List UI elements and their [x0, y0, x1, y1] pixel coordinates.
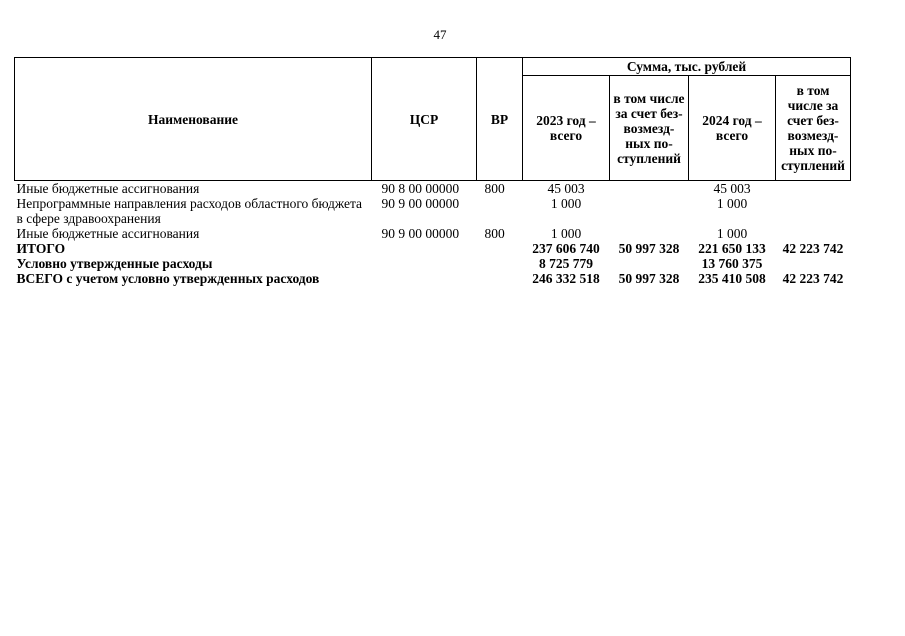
cell-2023-total: 1 000 [550, 196, 582, 211]
cell-2023-gratuitous [610, 196, 689, 226]
header-2023-gratuitous: в том числе за счет без-возмезд-ных по-ступлений [610, 76, 689, 181]
cell-vr [477, 196, 523, 226]
cell-2024-gratuitous: 42 223 742 [782, 271, 844, 286]
table-row [15, 226, 851, 241]
cell-vr: 800 [484, 226, 505, 241]
cell-name: ИТОГО [16, 241, 66, 256]
cell-2024-total: 1 000 [716, 226, 748, 241]
cell-vr [477, 271, 523, 286]
cell-vr: 800 [484, 181, 505, 196]
table-row [15, 196, 851, 226]
cell-2024-gratuitous [776, 181, 851, 197]
cell-2024-gratuitous [776, 226, 851, 241]
table-row [15, 181, 851, 197]
cell-csr: 90 9 00 00000 [381, 196, 460, 211]
page-number: 47 [433, 27, 447, 42]
cell-2023-total: 237 606 740 [532, 241, 600, 256]
cell-csr [372, 241, 477, 256]
cell-2023-gratuitous [610, 226, 689, 241]
cell-name: ВСЕГО с учетом условно утвержденных расходов [16, 271, 320, 286]
cell-name: Иные бюджетные ассигнования [16, 226, 200, 241]
cell-2023-total: 246 332 518 [532, 271, 600, 286]
table-body [15, 181, 851, 287]
cell-2024-total: 221 650 133 [698, 241, 766, 256]
cell-2023-gratuitous [610, 256, 689, 271]
table-row [15, 271, 851, 286]
cell-2024-total: 1 000 [716, 196, 748, 211]
header-csr: ЦСР [372, 58, 477, 181]
cell-csr [372, 271, 477, 286]
cell-2024-gratuitous [776, 256, 851, 271]
cell-vr [477, 256, 523, 271]
cell-vr [477, 241, 523, 256]
table-header [15, 58, 851, 181]
cell-2023-total: 45 003 [547, 181, 585, 196]
header-sum-group: Сумма, тыс. рублей [523, 58, 851, 76]
cell-2023-gratuitous: 50 997 328 [618, 271, 680, 286]
cell-2023-total: 8 725 779 [539, 256, 593, 271]
header-name: Наименование [15, 58, 372, 181]
cell-csr: 90 8 00 00000 [381, 181, 460, 196]
header-2024-total: 2024 год – всего [689, 76, 776, 181]
budget-table [14, 57, 851, 286]
cell-2024-gratuitous: 42 223 742 [782, 241, 844, 256]
cell-2024-total: 235 410 508 [698, 271, 766, 286]
cell-name: Условно утвержденные расходы [16, 256, 213, 271]
cell-2024-gratuitous [776, 196, 851, 226]
cell-2024-total: 45 003 [713, 181, 751, 196]
cell-2023-gratuitous [610, 181, 689, 197]
cell-name: Непрограммные направления расходов областного бюджета в сфере здравоохранения [16, 196, 363, 226]
header-2024-gratuitous: в том числе за счет без-возмезд-ных по-ступлений [776, 76, 851, 181]
header-2023-total: 2023 год – всего [523, 76, 610, 181]
table-row [15, 256, 851, 271]
header-vr: ВР [477, 58, 523, 181]
cell-2024-total: 13 760 375 [701, 256, 763, 271]
table-row [15, 241, 851, 256]
cell-2023-total: 1 000 [550, 226, 582, 241]
cell-2023-gratuitous: 50 997 328 [618, 241, 680, 256]
cell-name: Иные бюджетные ассигнования [16, 181, 200, 196]
cell-csr [372, 256, 477, 271]
cell-csr: 90 9 00 00000 [381, 226, 460, 241]
